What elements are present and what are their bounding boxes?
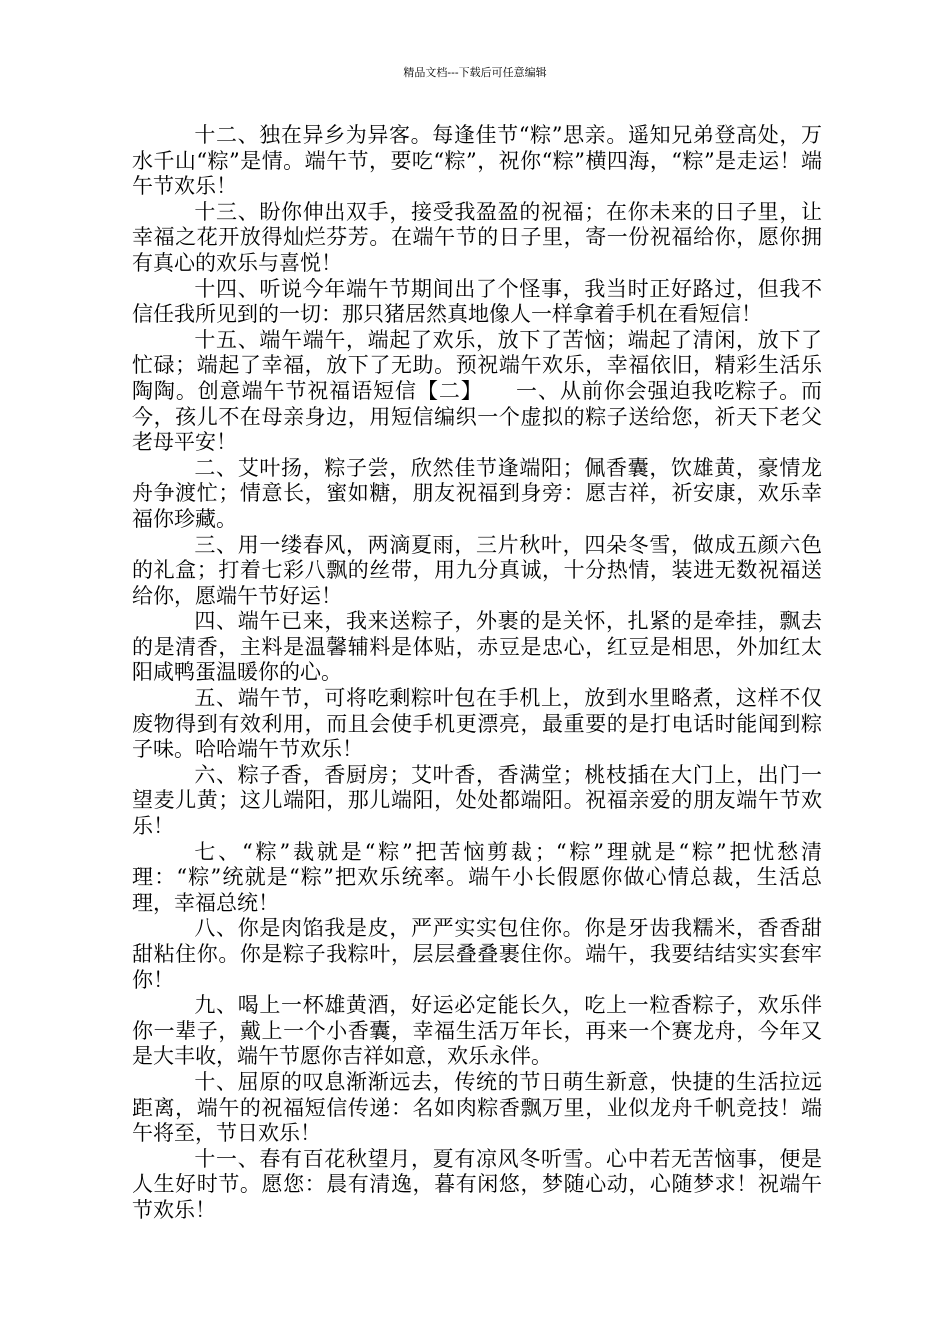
paragraph-15: 十五、端午端午，端起了欢乐，放下了苦恼；端起了清闲，放下了忙碌；端起了幸福，放下了无助。预祝端午欢乐，幸福依旧，精彩生活乐陶陶。创意端午节祝福语短信【二】 一、从前你会强迫我吃粽子。而今，孩儿不在母亲身边，用短信编织一个虚拟的粽子送给您，祈天下老父老母平安！ xyxy=(132,327,822,455)
page-header: 精品文档---下载后可任意编辑 xyxy=(403,66,547,79)
paragraph-14: 十四、听说今年端午节期间出了个怪事，我当时正好路过，但我不信任我所见到的一切：那只猪居然真地像人一样拿着手机在看短信！ xyxy=(132,276,822,327)
paragraph-4: 四、端午已来，我来送粽子，外裹的是关怀，扎紧的是牵挂，飘去的是清香，主料是温馨辅料是体贴，赤豆是忠心，红豆是相思，外加红太阳咸鸭蛋温暖你的心。 xyxy=(132,609,822,685)
paragraph-8: 八、你是肉馅我是皮，严严实实包住你。你是牙齿我糯米，香香甜甜粘住你。你是粽子我粽叶，层层叠叠裹住你。端午，我要结结实实套牢你！ xyxy=(132,916,822,992)
paragraph-13: 十三、盼你伸出双手，接受我盈盈的祝福；在你未来的日子里，让幸福之花开放得灿烂芬芳。在端午节的日子里，寄一份祝福给你，愿你拥有真心的欢乐与喜悦！ xyxy=(132,199,822,275)
paragraph-7: 七、“粽”裁就是“粽”把苦恼剪裁；“粽”理就是“粽”把忧愁清理：“粽”统就是“粽”把欢乐统率。端午小长假愿你做心情总裁，生活总理，幸福总统！ xyxy=(132,839,822,915)
document-body xyxy=(132,123,822,1224)
paragraph-2: 二、艾叶扬，粽子尝，欣然佳节逢端阳；佩香囊，饮雄黄，豪情龙舟争渡忙；情意长，蜜如糖，朋友祝福到身旁：愿吉祥，祈安康，欢乐幸福你珍藏。 xyxy=(132,455,822,531)
paragraph-6: 六、粽子香，香厨房；艾叶香，香满堂；桃枝插在大门上，出门一望麦儿黄；这儿端阳，那儿端阳，处处都端阳。祝福亲爱的朋友端午节欢乐！ xyxy=(132,762,822,839)
paragraph-9: 九、喝上一杯雄黄酒，好运必定能长久，吃上一粒香粽子，欢乐伴你一辈子，戴上一个小香囊，幸福生活万年长，再来一个赛龙舟，今年又是大丰收，端午节愿你吉祥如意，欢乐永伴。 xyxy=(132,993,822,1069)
paragraph-11: 十一、春有百花秋望月，夏有凉风冬听雪。心中若无苦恼事，便是人生好时节。愿您：晨有清逸，暮有闲悠，梦随心动，心随梦求！祝端午节欢乐！ xyxy=(132,1146,822,1222)
paragraph-12: 十二、独在异乡为异客。每逢佳节“粽”思亲。遥知兄弟登高处，万水千山“粽”是情。端午节，要吃“粽”，祝你“粽”横四海，“粽”是走运！端午节欢乐！ xyxy=(132,123,822,199)
paragraph-3: 三、用一缕春风，两滴夏雨，三片秋叶，四朵冬雪，做成五颜六色的礼盒；打着七彩八飘的丝带，用九分真诚，十分热情，装进无数祝福送给你，愿端午节好运！ xyxy=(132,532,822,608)
paragraph-10: 十、屈原的叹息渐渐远去，传统的节日萌生新意，快捷的生活拉远距离，端午的祝福短信传递：名如肉粽香飘万里，业似龙舟千帆竞技！端午将至，节日欢乐！ xyxy=(132,1069,822,1146)
paragraph-5: 五、端午节，可将吃剩粽叶包在手机上，放到水里略煮，这样不仅废物得到有效利用，而且会使手机更漂亮，最重要的是打电话时能闻到粽子味。哈哈端午节欢乐！ xyxy=(132,686,822,762)
